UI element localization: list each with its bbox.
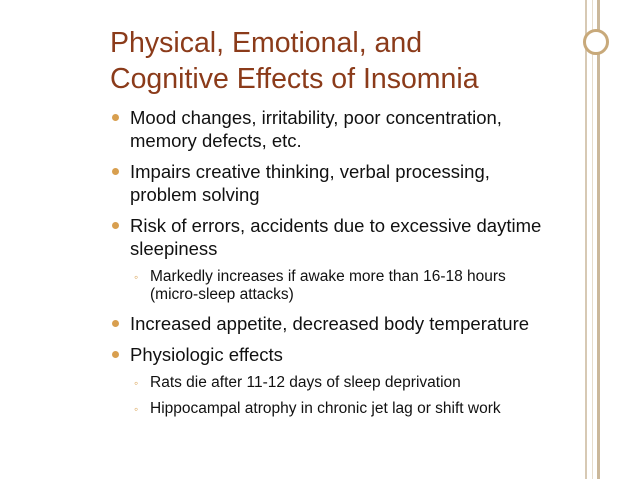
bullet-item bbox=[110, 160, 590, 206]
decorative-circle-icon bbox=[583, 29, 609, 55]
bullet-text: Physiologic effects bbox=[130, 344, 283, 365]
sub-bullet-item bbox=[110, 268, 590, 304]
sub-bullet-item bbox=[110, 374, 590, 392]
bullet-dot-icon bbox=[112, 320, 119, 327]
bullet-text: memory defects, etc. bbox=[130, 130, 302, 151]
bullet-text: Increased appetite, decreased body temperature bbox=[130, 313, 530, 334]
title-line: Physical, Emotional, and bbox=[110, 27, 423, 59]
slide-title bbox=[110, 25, 580, 97]
bullet-dot-icon bbox=[112, 114, 119, 121]
bullet-dot-icon bbox=[112, 222, 119, 229]
decorative-rule bbox=[592, 0, 593, 479]
ring-bullet-icon: ◦ bbox=[134, 402, 139, 416]
bullet-dot-icon bbox=[112, 168, 119, 175]
sub-bullet-list bbox=[130, 268, 590, 304]
bullet-item bbox=[110, 312, 590, 335]
bullet-text: sleepiness bbox=[130, 238, 218, 259]
ring-bullet-icon: ◦ bbox=[134, 270, 139, 284]
title-line: Cognitive Effects of Insomnia bbox=[110, 63, 479, 95]
bullet-item bbox=[110, 214, 590, 304]
sub-bullet-text: Hippocampal atrophy in chronic jet lag or shift work bbox=[150, 400, 501, 417]
ring-bullet-icon: ◦ bbox=[134, 376, 139, 390]
sub-bullet-text: Markedly increases if awake more than 16-18 hours bbox=[150, 268, 506, 285]
bullet-dot-icon bbox=[112, 351, 119, 358]
bullet-item bbox=[110, 106, 590, 152]
sub-bullet-text: (micro-sleep attacks) bbox=[150, 286, 294, 303]
decorative-rule bbox=[597, 0, 600, 479]
bullet-text: Mood changes, irritability, poor concentration, bbox=[130, 107, 502, 128]
bullet-text: problem solving bbox=[130, 184, 260, 205]
bullet-list bbox=[110, 106, 590, 426]
sub-bullet-list bbox=[130, 374, 590, 418]
bullet-item bbox=[110, 343, 590, 418]
bullet-text: Impairs creative thinking, verbal processing, bbox=[130, 161, 490, 182]
bullet-text: Risk of errors, accidents due to excessive daytime bbox=[130, 215, 542, 236]
sub-bullet-text: Rats die after 11-12 days of sleep deprivation bbox=[150, 374, 461, 391]
sub-bullet-item bbox=[110, 400, 590, 418]
